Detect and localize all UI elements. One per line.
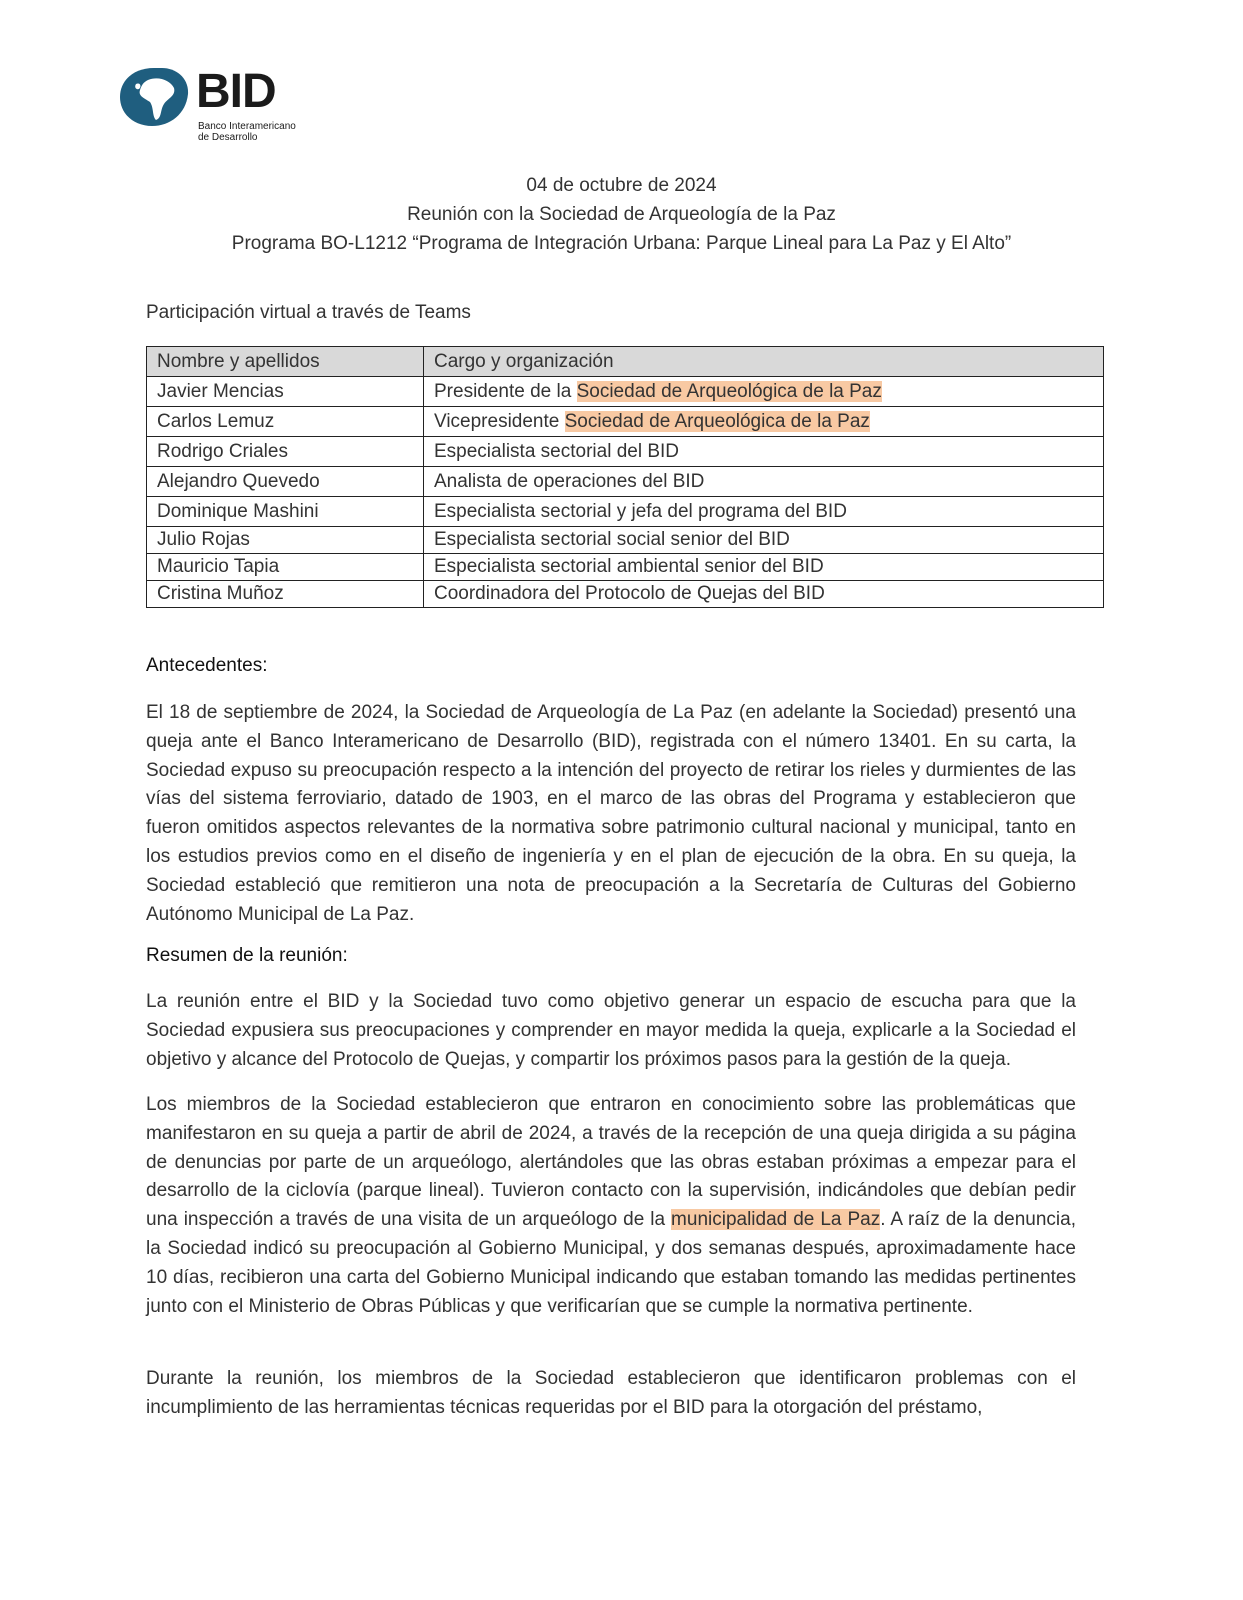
table-row bbox=[147, 437, 1104, 467]
resumen-paragraph-2: Los miembros de la Sociedad establecieron que entraron en conocimiento sobre las problemáticas que manifestaron en su queja a partir de abril de 2024, a través de la recepción de una queja dirigida a su página de denuncias por parte de un arqueólogo, alertándoles que las obras estaban próximas a empezar para el desarrollo de la ciclovía (parque lineal). Tuvieron contacto con la supervisión, indicándoles que debían pedir una inspección a través de una visita de un arqueólogo de la municipalidad de La Paz. A raíz de la denuncia, la Sociedad indicó su preocupación al Gobierno Municipal, y dos semanas después, aproximadamente hace 10 días, recibieron una carta del Gobierno Municipal indicando que estaban tomando las medidas pertinentes junto con el Ministerio de Obras Públicas y que verificarían que se cumple la normativa pertinente. bbox=[146, 1094, 1076, 1317]
participants-table bbox=[146, 346, 1104, 608]
participant-role: Vicepresidente Sociedad de Arqueológica de la Paz bbox=[424, 407, 1104, 437]
table-row bbox=[147, 554, 1104, 581]
participant-name: Javier Mencias bbox=[147, 377, 424, 407]
table-header-name: Nombre y apellidos bbox=[147, 347, 424, 377]
logo-brand-text: BID bbox=[196, 65, 276, 118]
participant-role: Especialista sectorial y jefa del programa del BID bbox=[424, 497, 1104, 527]
participant-role: Coordinadora del Protocolo de Quejas del BID bbox=[424, 581, 1104, 608]
resumen-paragraph-1: La reunión entre el BID y la Sociedad tuvo como objetivo generar un espacio de escucha para que la Sociedad expusiera sus preocupaciones y comprender en mayor medida la queja, explicarle a la Sociedad el objetivo y alcance del Protocolo de Quejas, y compartir los próximos pasos para la gestión de la queja. bbox=[146, 991, 1076, 1070]
resumen-paragraph-3: Durante la reunión, los miembros de la Sociedad establecieron que identificaron problemas con el incumplimiento de las herramientas técnicas requeridas por el BID para la otorgación del préstamo, bbox=[146, 1368, 1076, 1418]
antecedentes-heading: Antecedentes: bbox=[146, 655, 268, 676]
participant-role: Especialista sectorial ambiental senior del BID bbox=[424, 554, 1104, 581]
participant-role: Especialista sectorial del BID bbox=[424, 437, 1104, 467]
header-date: 04 de octubre de 2024 bbox=[526, 175, 717, 196]
table-row bbox=[147, 497, 1104, 527]
participant-name: Cristina Muñoz bbox=[147, 581, 424, 608]
participant-role: Especialista sectorial social senior del BID bbox=[424, 527, 1104, 554]
participant-name: Rodrigo Criales bbox=[147, 437, 424, 467]
participant-name: Alejandro Quevedo bbox=[147, 467, 424, 497]
table-row bbox=[147, 467, 1104, 497]
highlighted-text: Sociedad de Arqueológica de la Paz bbox=[564, 410, 870, 432]
resumen-heading: Resumen de la reunión: bbox=[146, 945, 348, 966]
globe-americas-icon bbox=[118, 66, 190, 128]
document-header bbox=[0, 171, 1243, 258]
highlighted-text: municipalidad de La Paz bbox=[671, 1209, 881, 1231]
participant-name: Carlos Lemuz bbox=[147, 407, 424, 437]
participation-note: Participación virtual a través de Teams bbox=[146, 302, 471, 323]
table-row bbox=[147, 407, 1104, 437]
header-meeting: Reunión con la Sociedad de Arqueología de la Paz bbox=[407, 204, 836, 225]
participant-name: Dominique Mashini bbox=[147, 497, 424, 527]
participant-role: Analista de operaciones del BID bbox=[424, 467, 1104, 497]
participant-name: Mauricio Tapia bbox=[147, 554, 424, 581]
table-header-row bbox=[147, 347, 1104, 377]
antecedentes-paragraph: El 18 de septiembre de 2024, la Sociedad de Arqueología de La Paz (en adelante la Sociedad) presentó una queja ante el Banco Interamericano de Desarrollo (BID), registrada con el número 13401. En su carta, la Sociedad expuso su preocupación respecto a la intención del proyecto de retirar los rieles y durmientes de las vías del sistema ferroviario, datado de 1903, en el marco de las obras del Programa y establecieron que fueron omitidos aspectos relevantes de la normativa sobre patrimonio cultural nacional y municipal, tanto en los estudios previos como en el diseño de ingeniería y en el plan de ejecución de la obra. En su queja, la Sociedad estableció que remitieron una nota de preocupación a la Secretaría de Culturas del Gobierno Autónomo Municipal de La Paz. bbox=[146, 702, 1076, 925]
table-header-role: Cargo y organización bbox=[424, 347, 1104, 377]
participant-name: Julio Rojas bbox=[147, 527, 424, 554]
table-row bbox=[147, 527, 1104, 554]
participant-role: Presidente de la Sociedad de Arqueológica de la Paz bbox=[424, 377, 1104, 407]
logo-subtitle: Banco Interamericano de Desarrollo bbox=[198, 121, 296, 143]
header-program: Programa BO-L1212 “Programa de Integración Urbana: Parque Lineal para La Paz y El Alto” bbox=[231, 233, 1012, 254]
highlighted-text: Sociedad de Arqueológica de la Paz bbox=[576, 380, 882, 402]
bid-logo bbox=[118, 66, 338, 146]
table-row bbox=[147, 377, 1104, 407]
table-row bbox=[147, 581, 1104, 608]
